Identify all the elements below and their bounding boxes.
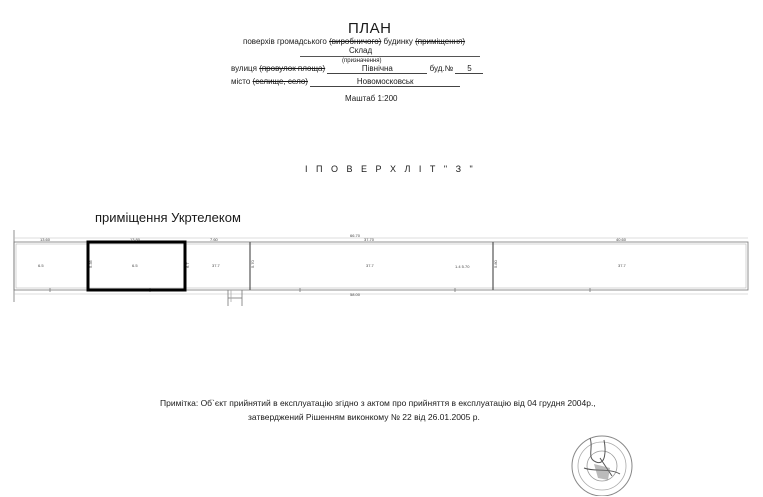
plan-outer-wall <box>14 242 748 290</box>
building-type-middle: будинку <box>383 37 413 46</box>
room-label-3: 37.7 <box>212 263 220 268</box>
floor-title: І П О В Е Р Х Л І Т " З " <box>305 164 476 174</box>
room-label-4: 37.7 <box>366 263 374 268</box>
tenant-label: приміщення Укртелеком <box>95 210 241 225</box>
city-label-struck: (селище, село) <box>252 77 308 86</box>
top-dim-6: 40.60 <box>616 237 627 242</box>
official-seal <box>560 428 642 496</box>
note-line-1: Примітка: Об`єкт прийнятий в експлуатацію згідно з актом про прийняття в експлуатацію від 04 грудня 2004р., <box>160 398 596 408</box>
room-label-2: 6.5 <box>132 263 138 268</box>
side-dim-4: 5.80 <box>493 260 498 268</box>
city-value: Новомосковськ <box>310 77 460 87</box>
side-dim-3: 5.70 <box>250 260 255 268</box>
plan-inner-wall <box>16 244 746 288</box>
top-dim-1: 13.60 <box>40 237 51 242</box>
house-label: буд.№ <box>429 64 454 73</box>
top-dim-4: 66.70 <box>350 233 361 238</box>
house-value: 5 <box>455 64 483 74</box>
document-title: ПЛАН <box>348 20 392 37</box>
top-dim-3: 7.60 <box>210 237 218 242</box>
side-dim-1: 5.35 <box>88 260 93 268</box>
side-dim-5: 1.4 5.70 <box>455 264 470 269</box>
street-label-struck: (провулок площа) <box>259 64 326 73</box>
building-type-prefix: поверхів громадського <box>243 37 327 46</box>
bottom-dim-1: 58.00 <box>350 292 361 297</box>
building-type-struck-2: (приміщення) <box>415 37 466 46</box>
room-label-1: 6.5 <box>38 263 44 268</box>
room-label-5: 37.7 <box>618 263 626 268</box>
acceptance-note <box>160 396 596 424</box>
note-line-2: затверджений Рішенням виконкому № 22 від 26.01.2005 р. <box>248 412 480 422</box>
purpose-value: Склад <box>349 46 373 55</box>
street-value: Північна <box>327 64 427 74</box>
purpose-caption: (призначення) <box>342 58 382 64</box>
building-type-struck-1: (виробничого) <box>329 37 382 46</box>
city-label-prefix: місто <box>231 77 251 86</box>
side-dim-2: 6.7 <box>185 262 190 268</box>
top-dim-2: 13.80 <box>130 237 141 242</box>
street-label-prefix: вулиця <box>231 64 257 73</box>
top-dim-5: 37.70 <box>364 237 375 242</box>
scale-label: Маштаб 1:200 <box>345 94 398 103</box>
